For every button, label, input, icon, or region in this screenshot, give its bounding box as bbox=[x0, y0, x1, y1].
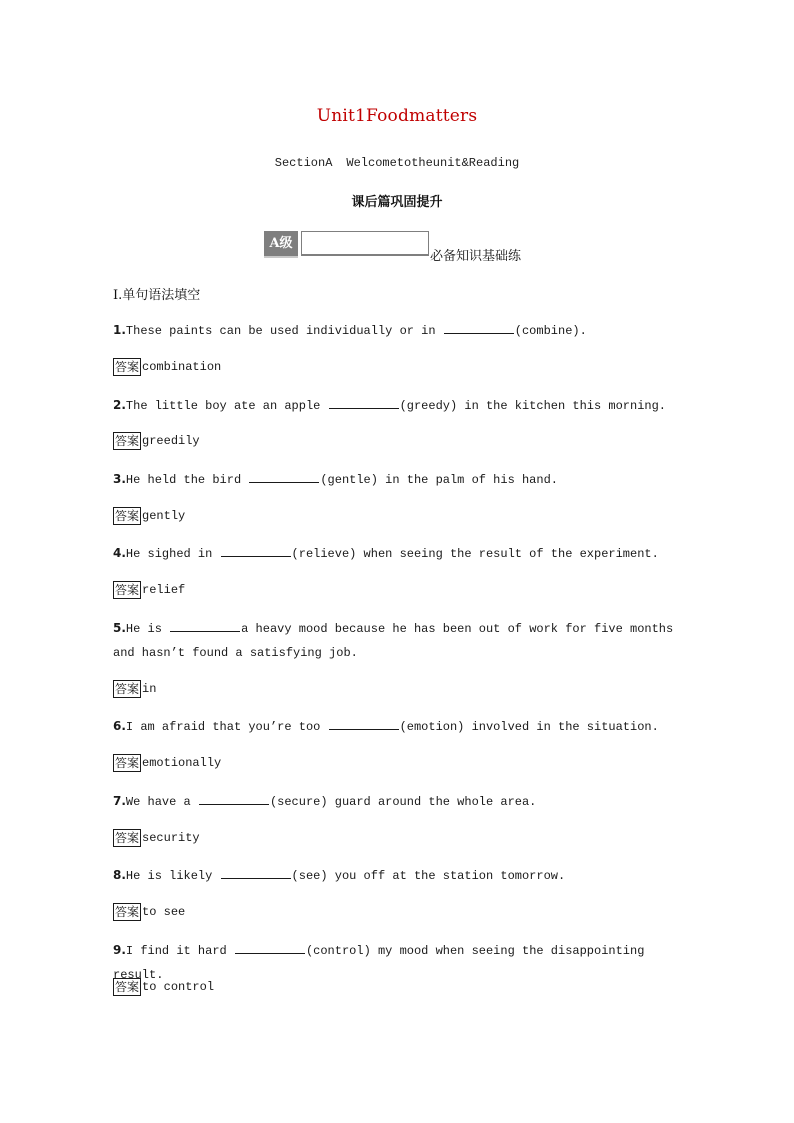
answer-text: gently bbox=[142, 509, 186, 523]
answer-text: emotionally bbox=[142, 756, 222, 770]
level-box bbox=[301, 231, 429, 256]
answer-text: to see bbox=[142, 905, 186, 919]
question-text: (gentle) in the palm of his hand. bbox=[320, 473, 558, 487]
question-number: 7. bbox=[113, 794, 126, 808]
question-number: 8. bbox=[113, 868, 126, 882]
answer-text: in bbox=[142, 682, 157, 696]
answer-text: greedily bbox=[142, 434, 200, 448]
question-8 bbox=[113, 863, 683, 888]
section-name: Welcometotheunit&Reading bbox=[346, 156, 520, 170]
question-text: These paints can be used individually or in bbox=[125, 324, 443, 338]
question-4 bbox=[113, 541, 683, 566]
page-title: Unit1Foodmatters bbox=[316, 106, 478, 126]
question-text: (greedy) in the kitchen this morning. bbox=[399, 399, 667, 413]
question-text: He held the bird bbox=[125, 473, 249, 487]
answer-text: relief bbox=[142, 583, 186, 597]
question-number: 5. bbox=[113, 621, 126, 635]
question-3 bbox=[113, 467, 683, 492]
question-2 bbox=[113, 393, 683, 418]
answer-tag: 答案 bbox=[115, 509, 140, 523]
question-text: a heavy mood because he has been out of work for five months and hasn’t found a satisfying job. bbox=[113, 622, 681, 660]
question-text: The little boy ate an apple bbox=[125, 399, 328, 413]
question-text: (combine). bbox=[514, 324, 587, 338]
answer-8 bbox=[113, 902, 185, 922]
answer-text: security bbox=[142, 831, 200, 845]
answer-2 bbox=[113, 431, 200, 451]
answer-tag: 答案 bbox=[115, 434, 140, 448]
question-number: 4. bbox=[113, 546, 126, 560]
question-number: 9. bbox=[113, 943, 126, 957]
answer-tag: 答案 bbox=[115, 583, 140, 597]
question-6 bbox=[113, 714, 683, 739]
answer-blank bbox=[235, 939, 305, 954]
answer-blank bbox=[329, 715, 399, 730]
question-number: 3. bbox=[113, 472, 126, 486]
answer-tag: 答案 bbox=[115, 905, 140, 919]
question-5 bbox=[113, 616, 683, 665]
answer-blank bbox=[221, 864, 291, 879]
answer-text: to control bbox=[142, 980, 215, 994]
answer-tag: 答案 bbox=[115, 980, 140, 994]
answer-blank bbox=[221, 542, 291, 557]
answer-tag: 答案 bbox=[115, 756, 140, 770]
part-roman-numeral: Ⅰ. bbox=[113, 288, 123, 303]
answer-7 bbox=[113, 828, 200, 848]
question-text: (secure) guard around the whole area. bbox=[269, 795, 537, 809]
question-text: (see) you off at the station tomorrow. bbox=[291, 869, 566, 883]
answer-3 bbox=[113, 506, 185, 526]
question-text: (control) my mood when seeing the disappointing result. bbox=[113, 944, 652, 982]
answer-blank bbox=[199, 790, 269, 805]
question-text: He sighed in bbox=[125, 547, 220, 561]
question-text: I find it hard bbox=[125, 944, 234, 958]
answer-tag: 答案 bbox=[115, 831, 140, 845]
question-text: We have a bbox=[125, 795, 198, 809]
part-heading bbox=[113, 284, 200, 303]
question-1 bbox=[113, 318, 683, 343]
answer-tag: 答案 bbox=[115, 682, 140, 696]
question-text: I am afraid that you’re too bbox=[125, 720, 328, 734]
question-number: 2. bbox=[113, 398, 126, 412]
question-text: (relieve) when seeing the result of the experiment. bbox=[291, 547, 659, 561]
answer-text: combination bbox=[142, 360, 222, 374]
question-text: He is bbox=[125, 622, 170, 636]
answer-tag: 答案 bbox=[115, 360, 140, 374]
answer-5 bbox=[113, 679, 156, 699]
answer-blank bbox=[249, 468, 319, 483]
answer-blank bbox=[329, 394, 399, 409]
answer-4 bbox=[113, 580, 185, 600]
answer-6 bbox=[113, 753, 221, 773]
question-number: 1. bbox=[113, 323, 126, 337]
question-text: He is likely bbox=[125, 869, 220, 883]
page-subtitle: 课后篇巩固提升 bbox=[351, 195, 443, 210]
answer-blank bbox=[170, 617, 240, 632]
level-label: 必备知识基础练 bbox=[430, 249, 522, 264]
part-title: 单句语法填空 bbox=[122, 288, 201, 303]
answer-1 bbox=[113, 357, 221, 377]
section-label: SectionA bbox=[274, 156, 333, 170]
section-heading bbox=[0, 156, 794, 170]
answer-blank bbox=[444, 319, 514, 334]
question-number: 6. bbox=[113, 719, 126, 733]
level-badge: A级 bbox=[264, 231, 298, 258]
question-7 bbox=[113, 789, 683, 814]
answer-9 bbox=[113, 977, 214, 997]
question-text: (emotion) involved in the situation. bbox=[399, 720, 659, 734]
